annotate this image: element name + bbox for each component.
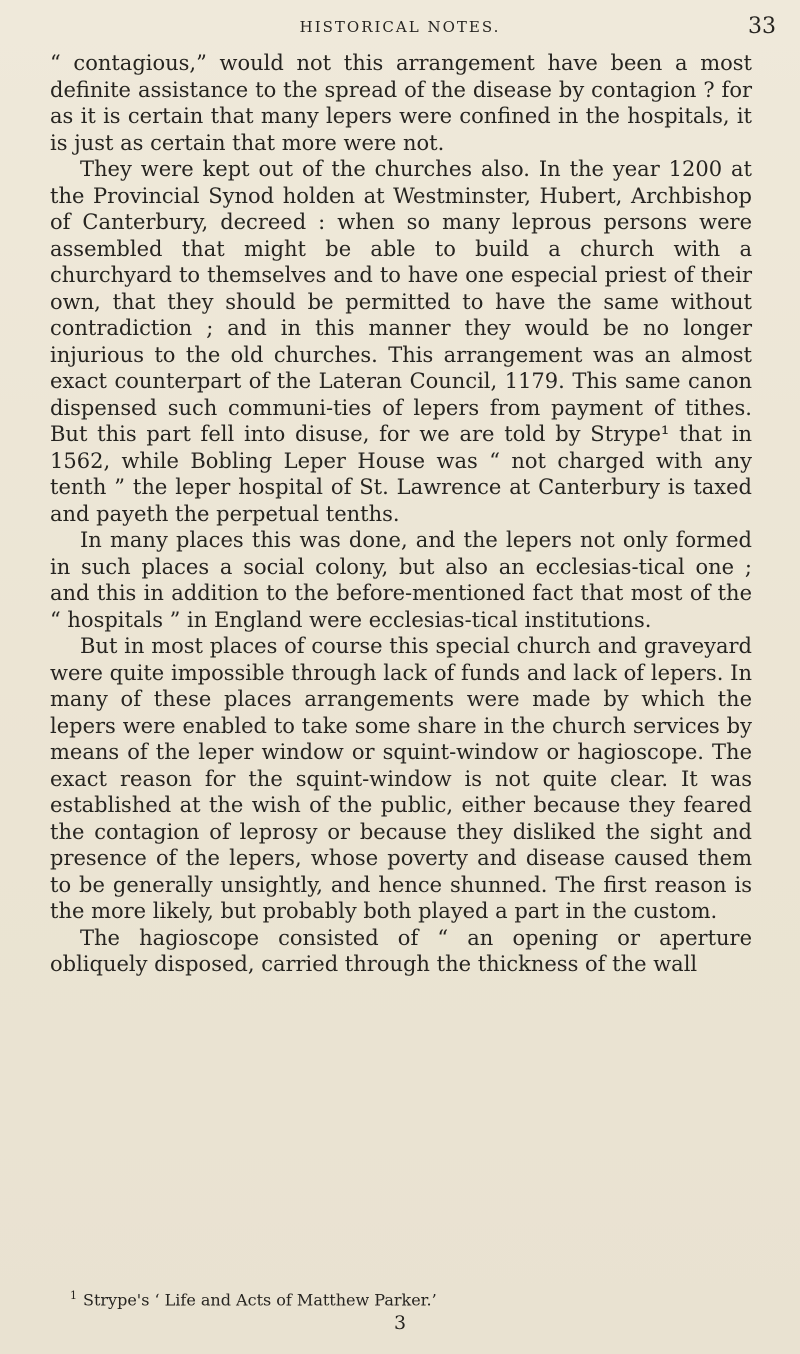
footnote (70, 1289, 750, 1309)
paragraph: In many places this was done, and the lepers not only formed in such places a social colony, but also an ecclesias-tical one ; and this in addition to the before-mentioned fact that most of the “ hospitals ” in England were ecclesias-tical institutions. (50, 528, 752, 632)
paragraph: The hagioscope consisted of “ an opening or aperture obliquely disposed, carried through the thickness of the wall (50, 925, 752, 976)
footnote-text: Strype's ‘ Life and Acts of Matthew Parker.’ (83, 1290, 437, 1310)
page-number: 33 (748, 14, 776, 39)
paragraph: But in most places of course this special church and graveyard were quite impossible through lack of funds and lack of lepers. In many of these places arrangements were made by which the lepers were enabled to take some share in the church services by means of the leper window or squint-window or hagioscope. The exact reason for the squint-window is not quite clear. It was established at the wish of the public, either because they feared the contagion of leprosy or because they disliked the sight and presence of the lepers, whose poverty and disease caused them to be generally unsightly, and hence shunned. The first reason is the more likely, but probably both played a part in the custom. (50, 634, 752, 923)
body-text (50, 50, 752, 978)
signature-mark: 3 (393, 1312, 407, 1334)
footnote-mark: 1 (70, 1289, 77, 1302)
paragraph: “ contagious,” would not this arrangement have been a most definite assistance to the spread of the disease by contagion ? for as it is certain that many lepers were confined in the hospitals, it is just as certain that more were not. (50, 51, 752, 155)
paragraph: They were kept out of the churches also. In the year 1200 at the Provincial Synod holden at Westminster, Hubert, Archbishop of Canterbury, decreed : when so many leprous persons were assembled that might be able to build a church with a churchyard to themselves and to have one especial priest of their own, that they should be permitted to have the same without contradiction ; and in this manner they would be no longer injurious to the old churches. This arrangement was an almost exact counterpart of the Lateran Council, 1179. This same canon dispensed such communi-ties of lepers from payment of tithes. But this part fell into disuse, for we are told by Strype¹ that in 1562, while Bobling Leper House was “ not charged with any tenth ” the leper hospital of St. Lawrence at Canterbury is taxed and payeth the perpetual tenths. (50, 157, 752, 526)
page-header (0, 14, 800, 44)
running-head: HISTORICAL NOTES. (299, 18, 501, 36)
